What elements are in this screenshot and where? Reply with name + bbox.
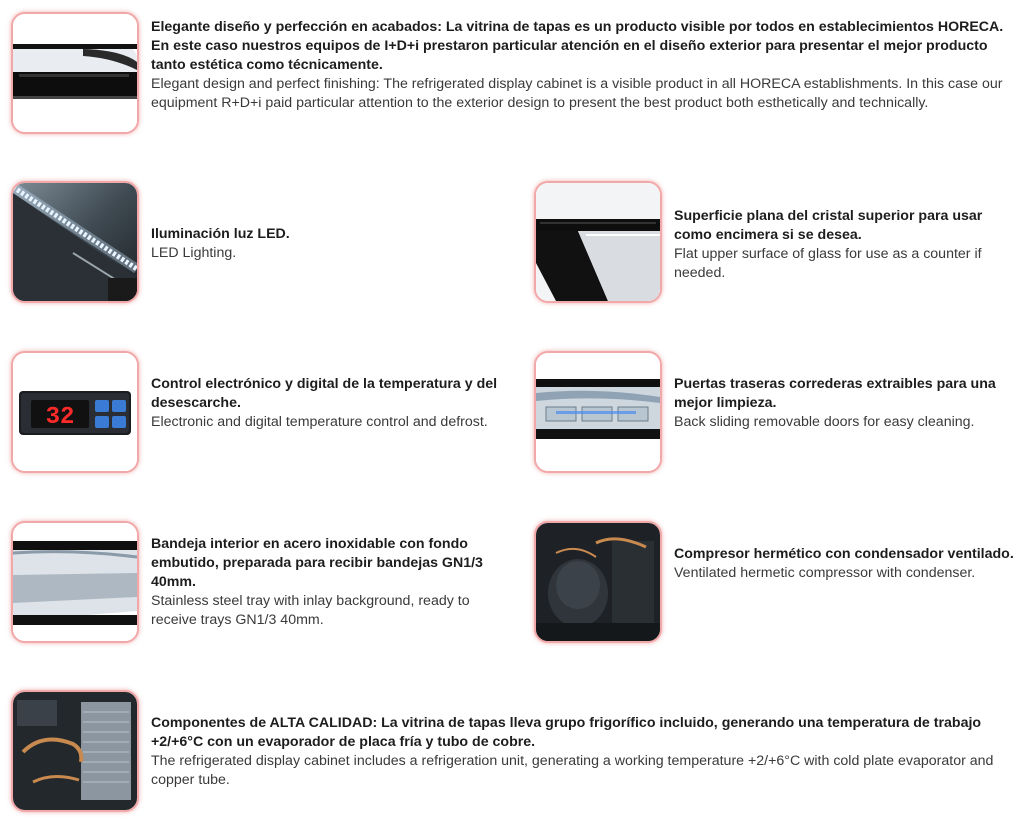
feature-doors-es: Puertas traseras correderas extraibles para una mejor limpieza. <box>674 376 996 411</box>
flat-glass-top-image <box>534 181 662 303</box>
feature-doors-en: Back sliding removable doors for easy cleaning. <box>674 414 975 430</box>
feature-tray-es: Bandeja interior en acero inoxidable con fondo embutido, preparada para recibir bandejas GN1/3 40mm. <box>151 536 483 590</box>
feature-design-en: Elegant design and perfect finishing: The refrigerated display cabinet is a visible product in all HORECA establishments. In this case our equipment R+D+i paid particular attention to the exterior design to present the best product both esthetically and technically. <box>151 76 1003 111</box>
sliding-doors-image <box>534 351 662 473</box>
temperature-controller-image <box>11 351 139 473</box>
refrigeration-components-image <box>11 690 139 812</box>
feature-controller-en: Electronic and digital temperature control and defrost. <box>151 414 488 430</box>
feature-controller-es: Control electrónico y digital de la temperatura y del desescarche. <box>151 376 498 411</box>
feature-compressor-en: Ventilated hermetic compressor with condenser. <box>674 565 976 581</box>
feature-led-en: LED Lighting. <box>151 245 237 261</box>
stainless-tray-image <box>11 521 139 643</box>
display-cabinet-exterior-image <box>11 12 139 134</box>
feature-compressor-es: Compresor hermético con condensador ventilado. <box>674 546 1014 562</box>
led-lighting-image <box>11 181 139 303</box>
feature-components-en: The refrigerated display cabinet includes a refrigeration unit, generating a working temperature +2/+6°C with cold plate evaporator and copper tube. <box>151 753 994 788</box>
feature-components-es: Componentes de ALTA CALIDAD: La vitrina de tapas lleva grupo frigorífico incluido, generando una temperatura de trabajo +2/+6°C con un evaporador de placa fría y tubo de cobre. <box>151 715 982 750</box>
feature-led-es: Iluminación luz LED. <box>151 226 290 242</box>
feature-glass-en: Flat upper surface of glass for use as a counter if needed. <box>674 246 982 281</box>
controller-display-value: 32 <box>45 404 75 431</box>
hermetic-compressor-image <box>534 521 662 643</box>
feature-design-es: Elegante diseño y perfección en acabados: La vitrina de tapas es un producto visible por todos en establecimientos HORECA. En este caso nuestros equipos de I+D+i prestaron particular atención en el diseño exterior para presentar el mejor producto tanto estética como técnicamente. <box>151 19 1004 73</box>
feature-tray-en: Stainless steel tray with inlay background, ready to receive trays GN1/3 40mm. <box>151 593 470 628</box>
feature-glass-es: Superficie plana del cristal superior para usar como encimera si se desea. <box>674 208 983 243</box>
